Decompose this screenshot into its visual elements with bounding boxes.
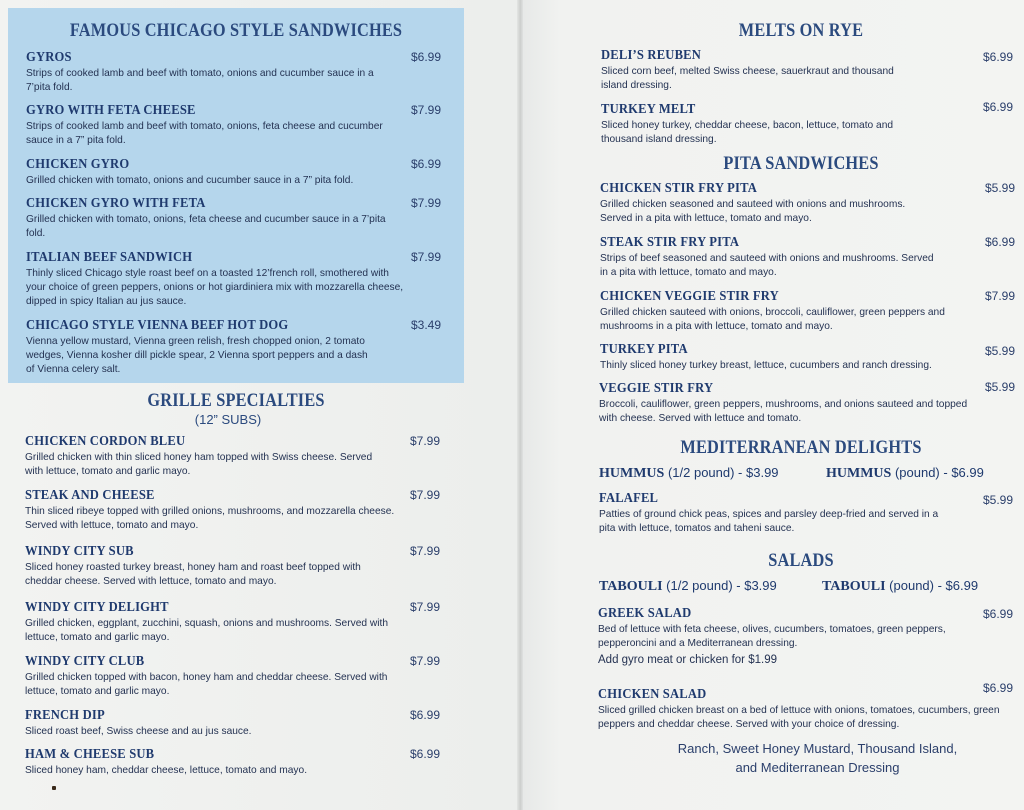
tabouli-half-pound-row — [599, 578, 777, 595]
item-description: Grilled chicken seasoned and sauteed with onions and mushrooms. Served in a pita with lettuce, tomato and mayo. — [600, 199, 906, 224]
menu-item-windy-city-delight — [25, 599, 395, 645]
item-description: Sliced honey turkey, cheddar cheese, bacon, lettuce, tomato and thousand island dressing. — [601, 120, 894, 145]
item-price: $5.99 — [985, 181, 1016, 195]
item-detail: (pound) - $6.99 — [889, 578, 979, 593]
item-name: TABOULI — [822, 579, 886, 594]
item-price: $7.99 — [410, 600, 441, 614]
item-name: FRENCH DIP — [25, 708, 105, 723]
item-addon-note: Add gyro meat or chicken for $1.99 — [598, 654, 777, 666]
item-description: Grilled chicken sauteed with onions, broccoli, cauliflower, green peppers and mushrooms in a pita with lettuce, tomato and mayo. — [600, 307, 945, 332]
menu-item-cordon-bleu — [25, 433, 385, 479]
menu-item-french-dip — [25, 707, 395, 739]
item-name: WINDY CITY DELIGHT — [25, 600, 169, 615]
item-price: $7.99 — [410, 488, 441, 502]
item-name: TURKEY PITA — [600, 342, 688, 357]
menu-item-falafel — [599, 490, 949, 536]
item-price: $7.99 — [411, 196, 442, 210]
grille-section-title: GRILLE SPECIALTIES — [147, 390, 325, 411]
dressing-line-1: Ranch, Sweet Honey Mustard, Thousand Island, — [677, 741, 958, 756]
item-description: Vienna yellow mustard, Vienna green relish, fresh chopped onion, 2 tomato wedges, Vienna kosher dill pickle spear, 2 Vienna sport peppers and a dash of Vienna celery salt. — [26, 336, 368, 375]
menu-item-chicken-stir-fry-pita — [600, 180, 940, 226]
item-name: HUMMUS — [599, 466, 665, 481]
item-description: Sliced roast beef, Swiss cheese and au jus sauce. — [25, 726, 252, 737]
item-name: CHICAGO STYLE VIENNA BEEF HOT DOG — [26, 318, 289, 333]
menu-item-chicken-salad — [598, 686, 1008, 732]
item-name: CHICKEN GYRO WITH FETA — [26, 196, 206, 211]
item-name: GYRO WITH FETA CHEESE — [26, 103, 196, 118]
item-price: $7.99 — [410, 654, 441, 668]
item-price: $6.99 — [983, 681, 1014, 695]
menu-item-deli-reuben — [601, 47, 901, 93]
item-name: TURKEY MELT — [601, 102, 696, 117]
page-fold — [517, 0, 523, 810]
menu-item-windy-city-club — [25, 653, 395, 699]
hummus-pound-row — [826, 465, 984, 482]
item-price: $6.99 — [983, 100, 1014, 114]
item-price: $6.99 — [983, 607, 1014, 621]
item-name: CHICKEN SALAD — [598, 687, 707, 702]
item-price: $5.99 — [985, 380, 1016, 394]
item-description: Thinly sliced Chicago style roast beef on a toasted 12’french roll, smothered with your choice of green peppers, onions or hot giardiniera mix with mozzarella cheese, dipped in spicy Italian au jus sauce. — [26, 268, 404, 307]
item-name: STEAK STIR FRY PITA — [600, 235, 740, 250]
dressing-options — [640, 739, 995, 777]
dressing-line-2: and Mediterranean Dressing — [735, 760, 900, 775]
item-description: Sliced honey roasted turkey breast, honey ham and roast beef topped with cheddar cheese. Served with lettuce, tomato and mayo. — [25, 562, 361, 587]
item-price: $7.99 — [410, 434, 441, 448]
item-description: Bed of lettuce with feta cheese, olives, cucumbers, tomatoes, green peppers, pepperoncini and a Mediterranean dressing. — [598, 624, 946, 649]
menu-item-turkey-pita — [600, 341, 980, 373]
item-price: $7.99 — [411, 103, 442, 117]
item-detail: (1/2 pound) - $3.99 — [667, 465, 779, 480]
item-name: GYROS — [26, 50, 72, 65]
item-price: $6.99 — [985, 235, 1016, 249]
menu-item-steak-stir-fry-pita — [600, 234, 940, 280]
item-name: CHICKEN VEGGIE STIR FRY — [600, 289, 779, 304]
item-price: $5.99 — [985, 344, 1016, 358]
menu-item-chicken-gyro — [26, 156, 398, 188]
item-description: Thinly sliced honey turkey breast, lettuce, cucumbers and ranch dressing. — [600, 360, 932, 371]
menu-item-windy-city-sub — [25, 543, 395, 589]
item-description: Grilled chicken with tomato, onions and cucumber sauce in a 7” pita fold. — [26, 175, 354, 186]
item-price: $5.99 — [983, 493, 1014, 507]
item-name: GREEK SALAD — [598, 606, 692, 621]
item-description: Grilled chicken topped with bacon, honey ham and cheddar cheese. Served with lettuce, tomato and garlic mayo. — [25, 672, 388, 697]
hummus-half-pound-row — [599, 465, 779, 482]
melts-section-title: MELTS ON RYE — [738, 20, 864, 41]
item-price: $6.99 — [411, 157, 442, 171]
menu-item-ham-cheese-sub — [25, 746, 395, 778]
menu-item-veggie-stir-fry — [599, 380, 969, 426]
item-name: ITALIAN BEEF SANDWICH — [26, 250, 193, 265]
item-description: Strips of cooked lamb and beef with tomato, onions, feta cheese and cucumber sauce in a 7” pita fold. — [26, 121, 383, 146]
item-price: $6.99 — [410, 747, 441, 761]
menu-item-steak-cheese — [25, 487, 395, 533]
item-description: Thin sliced ribeye topped with grilled onions, mushrooms, and mozzarella cheese. Served with lettuce, tomato and mayo. — [25, 506, 395, 531]
item-price: $7.99 — [410, 544, 441, 558]
item-description: Patties of ground chick peas, spices and parsley deep-fried and served in a pita with lettuce, tomatos and taheni sauce. — [599, 509, 939, 534]
salads-section-title: SALADS — [768, 550, 834, 571]
item-name: WINDY CITY CLUB — [25, 654, 145, 669]
item-name: HUMMUS — [826, 466, 892, 481]
item-description: Strips of cooked lamb and beef with tomato, onions and cucumber sauce in a 7’pita fold. — [26, 68, 374, 93]
item-description: Sliced honey ham, cheddar cheese, lettuce, tomato and mayo. — [25, 765, 308, 776]
item-name: VEGGIE STIR FRY — [599, 381, 714, 396]
paper-speck — [52, 786, 56, 790]
item-name: FALAFEL — [599, 491, 659, 506]
item-description: Sliced corn beef, melted Swiss cheese, sauerkraut and thousand island dressing. — [601, 66, 894, 91]
item-name: CHICKEN STIR FRY PITA — [600, 181, 758, 196]
item-name: CHICKEN GYRO — [26, 157, 130, 172]
tabouli-pound-row — [822, 578, 978, 595]
item-detail: (pound) - $6.99 — [894, 465, 984, 480]
item-detail: (1/2 pound) - $3.99 — [666, 578, 777, 593]
item-name: WINDY CITY SUB — [25, 544, 134, 559]
sandwiches-section-title: FAMOUS CHICAGO STYLE SANDWICHES — [69, 20, 403, 41]
menu-item-gyro-feta — [26, 102, 398, 148]
item-description: Broccoli, cauliflower, green peppers, mushrooms, and onions sauteed and topped with cheese. Served with lettuce and tomato. — [599, 399, 968, 424]
item-price: $3.49 — [411, 318, 442, 332]
item-description: Grilled chicken with thin sliced honey ham topped with Swiss cheese. Served with lettuce, tomato and garlic mayo. — [25, 452, 373, 477]
grille-section-subtitle: (12” SUBS) — [194, 412, 262, 427]
menu-item-gyros — [26, 49, 398, 95]
item-name: DELI’S REUBEN — [601, 48, 702, 63]
item-name: TABOULI — [599, 579, 663, 594]
menu-item-italian-beef — [26, 249, 404, 309]
item-description: Grilled chicken, eggplant, zucchini, squash, onions and mushrooms. Served with lettuce, tomato and garlic mayo. — [25, 618, 388, 643]
item-name: STEAK AND CHEESE — [25, 488, 155, 503]
menu-item-turkey-melt — [601, 101, 921, 147]
menu-item-vienna-hot-dog — [26, 317, 378, 377]
item-price: $7.99 — [411, 250, 442, 264]
item-description: Sliced grilled chicken breast on a bed of lettuce with onions, tomatoes, cucumbers, green peppers and cheddar cheese. Served with your choice of dressing. — [598, 705, 1000, 730]
item-price: $6.99 — [983, 50, 1014, 64]
mediterranean-section-title: MEDITERRANEAN DELIGHTS — [680, 437, 922, 458]
item-description: Strips of beef seasoned and sauteed with onions and mushrooms. Served in a pita with lettuce, tomato and mayo. — [600, 253, 934, 278]
menu-item-chicken-veggie-stir-fry — [600, 288, 980, 334]
item-price: $6.99 — [411, 50, 442, 64]
item-description: Grilled chicken with tomato, onions, feta cheese and cucumber sauce in a 7’pita fold. — [26, 214, 386, 239]
item-price: $6.99 — [410, 708, 441, 722]
item-name: CHICKEN CORDON BLEU — [25, 434, 186, 449]
menu-item-chicken-gyro-feta — [26, 195, 398, 241]
item-price: $7.99 — [985, 289, 1016, 303]
menu-item-greek-salad — [598, 605, 978, 667]
item-name: HAM & CHEESE SUB — [25, 747, 155, 762]
pita-section-title: PITA SANDWICHES — [723, 153, 879, 174]
